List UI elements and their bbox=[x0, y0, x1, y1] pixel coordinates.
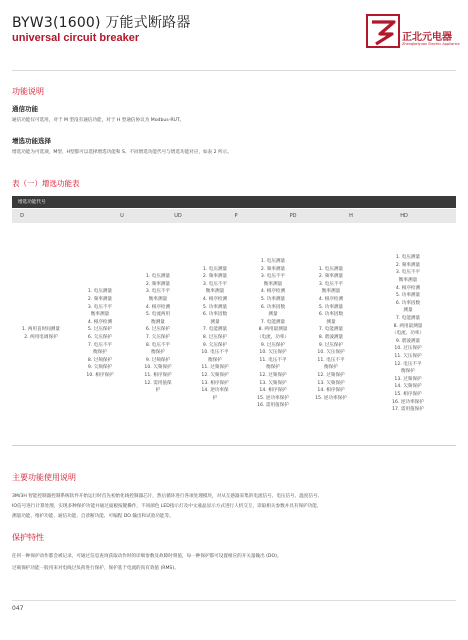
table-cell: 5. 功率测量 bbox=[202, 304, 228, 310]
table-cell: 14. 相序保护 bbox=[259, 388, 287, 394]
table-cell: 衡保护 bbox=[324, 365, 338, 371]
logo-mark-icon bbox=[366, 14, 400, 48]
table-header-pd: PD bbox=[289, 213, 297, 219]
table-cell: 衡保护 bbox=[401, 369, 415, 375]
table-cell: 1. 电压测量 bbox=[202, 266, 228, 272]
table-cell: 14. 逆功率保 bbox=[201, 388, 229, 394]
table-cell: 9. 谐波测量 bbox=[395, 338, 421, 344]
logo-name: 正北元电器 bbox=[402, 32, 452, 43]
main-functions-text-line-1: 3M/3H 智能控制器控制系统软件开始运行时首先初始化线控制器芯片，然后循环进行各项处理模块，对从互感器采集的电流信号、电压信号、温度信号、 bbox=[12, 494, 323, 499]
table-column-ud bbox=[130, 223, 186, 445]
table-cell: 16. 逆功率保护 bbox=[392, 399, 424, 405]
table-cell: 4. 相序检测 bbox=[87, 319, 113, 325]
table-cell: 6. 功率因数 bbox=[202, 312, 228, 318]
table-cell: 2. 两用电调保护 bbox=[24, 335, 58, 340]
table-cell: 衡率测量 bbox=[398, 278, 418, 284]
table-cell: （电流、功率） bbox=[256, 335, 290, 340]
table-header-hd: HD bbox=[400, 213, 408, 219]
table-cell: 8. 谐波测量 bbox=[318, 335, 344, 340]
table-cell: 5. 过压保护 bbox=[87, 327, 113, 333]
table-cell: 11. 相序保护 bbox=[144, 372, 172, 378]
table-cell: 3. 电压不平 bbox=[87, 304, 113, 310]
table-header-p: P bbox=[234, 213, 238, 219]
table-header-row bbox=[12, 209, 456, 223]
table-header-ud: UD bbox=[174, 213, 182, 219]
table-cell: 衡保护 bbox=[93, 350, 107, 356]
table-cell: 1. 电压测量 bbox=[145, 274, 171, 280]
table-column-h bbox=[302, 223, 360, 445]
table-cell: 1. 电压测量 bbox=[395, 255, 421, 261]
table-header-h: H bbox=[349, 213, 353, 219]
table-cell: （电流、功率） bbox=[391, 331, 425, 337]
table-cell: 15. 相序保护 bbox=[394, 391, 422, 397]
table-column-d bbox=[12, 223, 70, 445]
table-cell: 衡率测量 bbox=[148, 297, 168, 303]
table-header-u: U bbox=[120, 213, 124, 219]
table-cell: 测量 bbox=[210, 319, 220, 325]
table-column-pd bbox=[244, 223, 302, 445]
footer-divider bbox=[12, 600, 456, 601]
table-cell: 4. 相序检测 bbox=[202, 297, 228, 303]
table-cell: 衡保护 bbox=[208, 357, 222, 363]
table-cell: 6. 功率因数 bbox=[318, 312, 344, 318]
table-cell: 4. 相序检测 bbox=[260, 289, 286, 295]
section-main-functions: 主要功能使用说明 bbox=[12, 473, 76, 482]
table-cell: 衡率测量 bbox=[205, 289, 225, 295]
table-cell: 10. 相序保护 bbox=[86, 372, 114, 378]
table-cell: 4. 相序检测 bbox=[318, 297, 344, 303]
table-cell: 4. 相序检测 bbox=[395, 285, 421, 291]
table-code-label: 增选功能代号 bbox=[18, 200, 46, 205]
table-cell: 13. 过频保护 bbox=[394, 376, 422, 382]
table-cell: 7. 电能测量 bbox=[395, 316, 421, 322]
logo-english-name: Zhengbeiyuan Electric Appliance bbox=[402, 42, 460, 46]
table-cell: 3. 电压不平 bbox=[260, 274, 286, 280]
section-protection: 保护特性 bbox=[12, 533, 44, 542]
table-cell: 8. 两用最测量 bbox=[393, 323, 423, 329]
table-cell: 9. 过压保护 bbox=[318, 342, 344, 348]
table-cell: 10. 欠压保护 bbox=[259, 350, 287, 356]
subheading-communication: 通信功能 bbox=[12, 105, 38, 113]
table-column-p bbox=[186, 223, 244, 445]
page-subtitle: universal circuit breaker bbox=[12, 32, 140, 44]
table-cell: 3. 电压不平 bbox=[202, 281, 228, 287]
table-cell: 14. 欠频保护 bbox=[394, 384, 422, 390]
table-cell: 9. 欠压保护 bbox=[202, 342, 228, 348]
brand-logo bbox=[366, 14, 458, 60]
table-cell: 5. 电流两用 bbox=[145, 312, 171, 318]
table-cell: 12. 欠频保护 bbox=[201, 372, 229, 378]
table-title-bar bbox=[12, 196, 456, 208]
subheading-optional-function: 增选功能选择 bbox=[12, 137, 51, 145]
table-cell: 测量 bbox=[326, 319, 336, 325]
main-functions-text-line-3: 测量功能、维护功能、通信功能、自诊断功能、可编程 DO 输出和试验功能等。 bbox=[12, 514, 174, 519]
table-cell: 3. 电压不平 bbox=[395, 270, 421, 276]
section-function: 功能说明 bbox=[12, 87, 44, 96]
table-cell: 8. 过频保护 bbox=[87, 357, 113, 363]
main-functions-text-line-2: IO信号进行计算处理，实现多种保护功能并通过面板按键操作，不同颜色 LED指示灯及中文液晶显示方式进行人机交互，读取相关参数并具有保护功能， bbox=[12, 504, 322, 509]
table-cell: 3. 电压不平 bbox=[318, 281, 344, 287]
table-cell: 2. 频率测量 bbox=[145, 281, 171, 287]
table-cell: 衡率测量 bbox=[321, 289, 341, 295]
table-cell: 6. 欠压保护 bbox=[87, 335, 113, 340]
table-cell: 衡保护 bbox=[151, 350, 165, 356]
table-cell: 测量 bbox=[268, 312, 278, 318]
table-cell: 5. 功率测量 bbox=[318, 304, 344, 310]
table-cell: 9. 过频保护 bbox=[145, 357, 171, 363]
protection-text-line-1: 任何一种保护动作都会被记录，可通过信息查询获取动作时的详细参数及故障时刻值，每一种保护都可设置相应的开关量输出 (DO)。 bbox=[12, 554, 282, 559]
table-cell: 8. 电压不平 bbox=[145, 342, 171, 348]
protection-text-line-2: 过载保护功能一般用来对电线过负荷进行保护，保护基于电流的真有效值 (RMS)。 bbox=[12, 566, 179, 571]
table-cell: 4. 相序检测 bbox=[145, 304, 171, 310]
page-number: 047 bbox=[12, 605, 24, 612]
table-cell: 17. 需用值保护 bbox=[392, 407, 424, 413]
table-cell: 11. 电压不平 bbox=[317, 357, 345, 363]
table-cell: 12. 过频保护 bbox=[317, 372, 345, 378]
table-cell: 15. 逆功率保护 bbox=[315, 395, 347, 401]
table-cell: 护 bbox=[212, 395, 218, 401]
table-column-hd bbox=[360, 223, 456, 445]
function-table-body bbox=[12, 223, 456, 446]
table-cell: 7. 电能测量 bbox=[202, 327, 228, 333]
table-cell: 测量 bbox=[403, 308, 413, 314]
table-title: 表（一）增选功能表 bbox=[12, 179, 80, 188]
table-cell: 8. 两用最测量 bbox=[258, 327, 288, 333]
table-cell: 7. 电压不平 bbox=[87, 342, 113, 348]
table-cell: 11. 欠压保护 bbox=[394, 353, 422, 359]
table-cell: 6. 功率因数 bbox=[260, 304, 286, 310]
table-cell: 8. 过压保护 bbox=[202, 335, 228, 340]
table-cell: 2. 频率测量 bbox=[260, 266, 286, 272]
table-cell: 衡测量 bbox=[151, 319, 165, 325]
table-cell: 衡保护 bbox=[266, 365, 280, 371]
table-cell: 13. 欠频保护 bbox=[317, 380, 345, 386]
table-cell: 13. 欠频保护 bbox=[259, 380, 287, 386]
table-cell: 11. 电压不平 bbox=[259, 357, 287, 363]
table-cell: 2. 频率测量 bbox=[395, 262, 421, 268]
table-cell: 2. 频率测量 bbox=[202, 274, 228, 280]
table-cell: 1. 电压测量 bbox=[260, 259, 286, 265]
table-cell: 2. 频率测量 bbox=[87, 297, 113, 303]
table-cell: 衡率测量 bbox=[90, 312, 110, 318]
optional-function-text: 增选功能为可选项，M型、H型都可以选择增选功能和 S、不同增选功能代号与增选功能对应，如表 2 所示。 bbox=[12, 150, 232, 155]
table-cell: 12. 过频保护 bbox=[259, 372, 287, 378]
table-cell: 12. 需用值保 bbox=[144, 380, 172, 386]
table-cell: 1. 电压测量 bbox=[87, 289, 113, 295]
table-cell: 9. 欠频保护 bbox=[87, 365, 113, 371]
table-cell: 3. 电压不平 bbox=[145, 289, 171, 295]
table-cell: 6. 功率因数 bbox=[395, 300, 421, 306]
table-header-d: D bbox=[20, 213, 24, 219]
table-cell: 7. 电能测量 bbox=[260, 319, 286, 325]
table-cell: 15. 逆功率保护 bbox=[257, 395, 289, 401]
table-cell: 1. 电压测量 bbox=[318, 266, 344, 272]
table-cell: 7. 电能测量 bbox=[318, 327, 344, 333]
table-cell: 12. 电压不平 bbox=[394, 361, 422, 367]
table-cell: 10. 欠频保护 bbox=[144, 365, 172, 371]
table-cell: 10. 电压不平 bbox=[201, 350, 229, 356]
table-cell: 6. 过压保护 bbox=[145, 327, 171, 333]
table-cell: 护 bbox=[155, 388, 161, 394]
table-cell: 1. 两用直时间测量 bbox=[21, 327, 60, 333]
table-cell: 10. 欠压保护 bbox=[317, 350, 345, 356]
table-cell: 10. 过压保护 bbox=[394, 346, 422, 352]
table-cell: 7. 欠压保护 bbox=[145, 335, 171, 340]
table-cell: 5. 功率测量 bbox=[260, 297, 286, 303]
table-cell: 2. 频率测量 bbox=[318, 274, 344, 280]
table-cell: 11. 过频保护 bbox=[201, 365, 229, 371]
table-cell: 衡率测量 bbox=[263, 281, 283, 287]
table-cell: 14. 相序保护 bbox=[317, 388, 345, 394]
table-cell: 9. 过压保护 bbox=[260, 342, 286, 348]
communication-text: 通信功能仅可选用，对于 M 型没有通信功能，对于 H 型通信协议为 Modbus-RUT。 bbox=[12, 118, 185, 123]
page-title: BYW3(1600) 万能式断路器 bbox=[12, 15, 191, 31]
table-cell: 13. 相序保护 bbox=[201, 380, 229, 386]
table-cell: 16. 需用值保护 bbox=[257, 403, 289, 409]
header-divider bbox=[12, 70, 456, 71]
table-column-u bbox=[70, 223, 130, 445]
table-cell: 5. 功率测量 bbox=[395, 293, 421, 299]
